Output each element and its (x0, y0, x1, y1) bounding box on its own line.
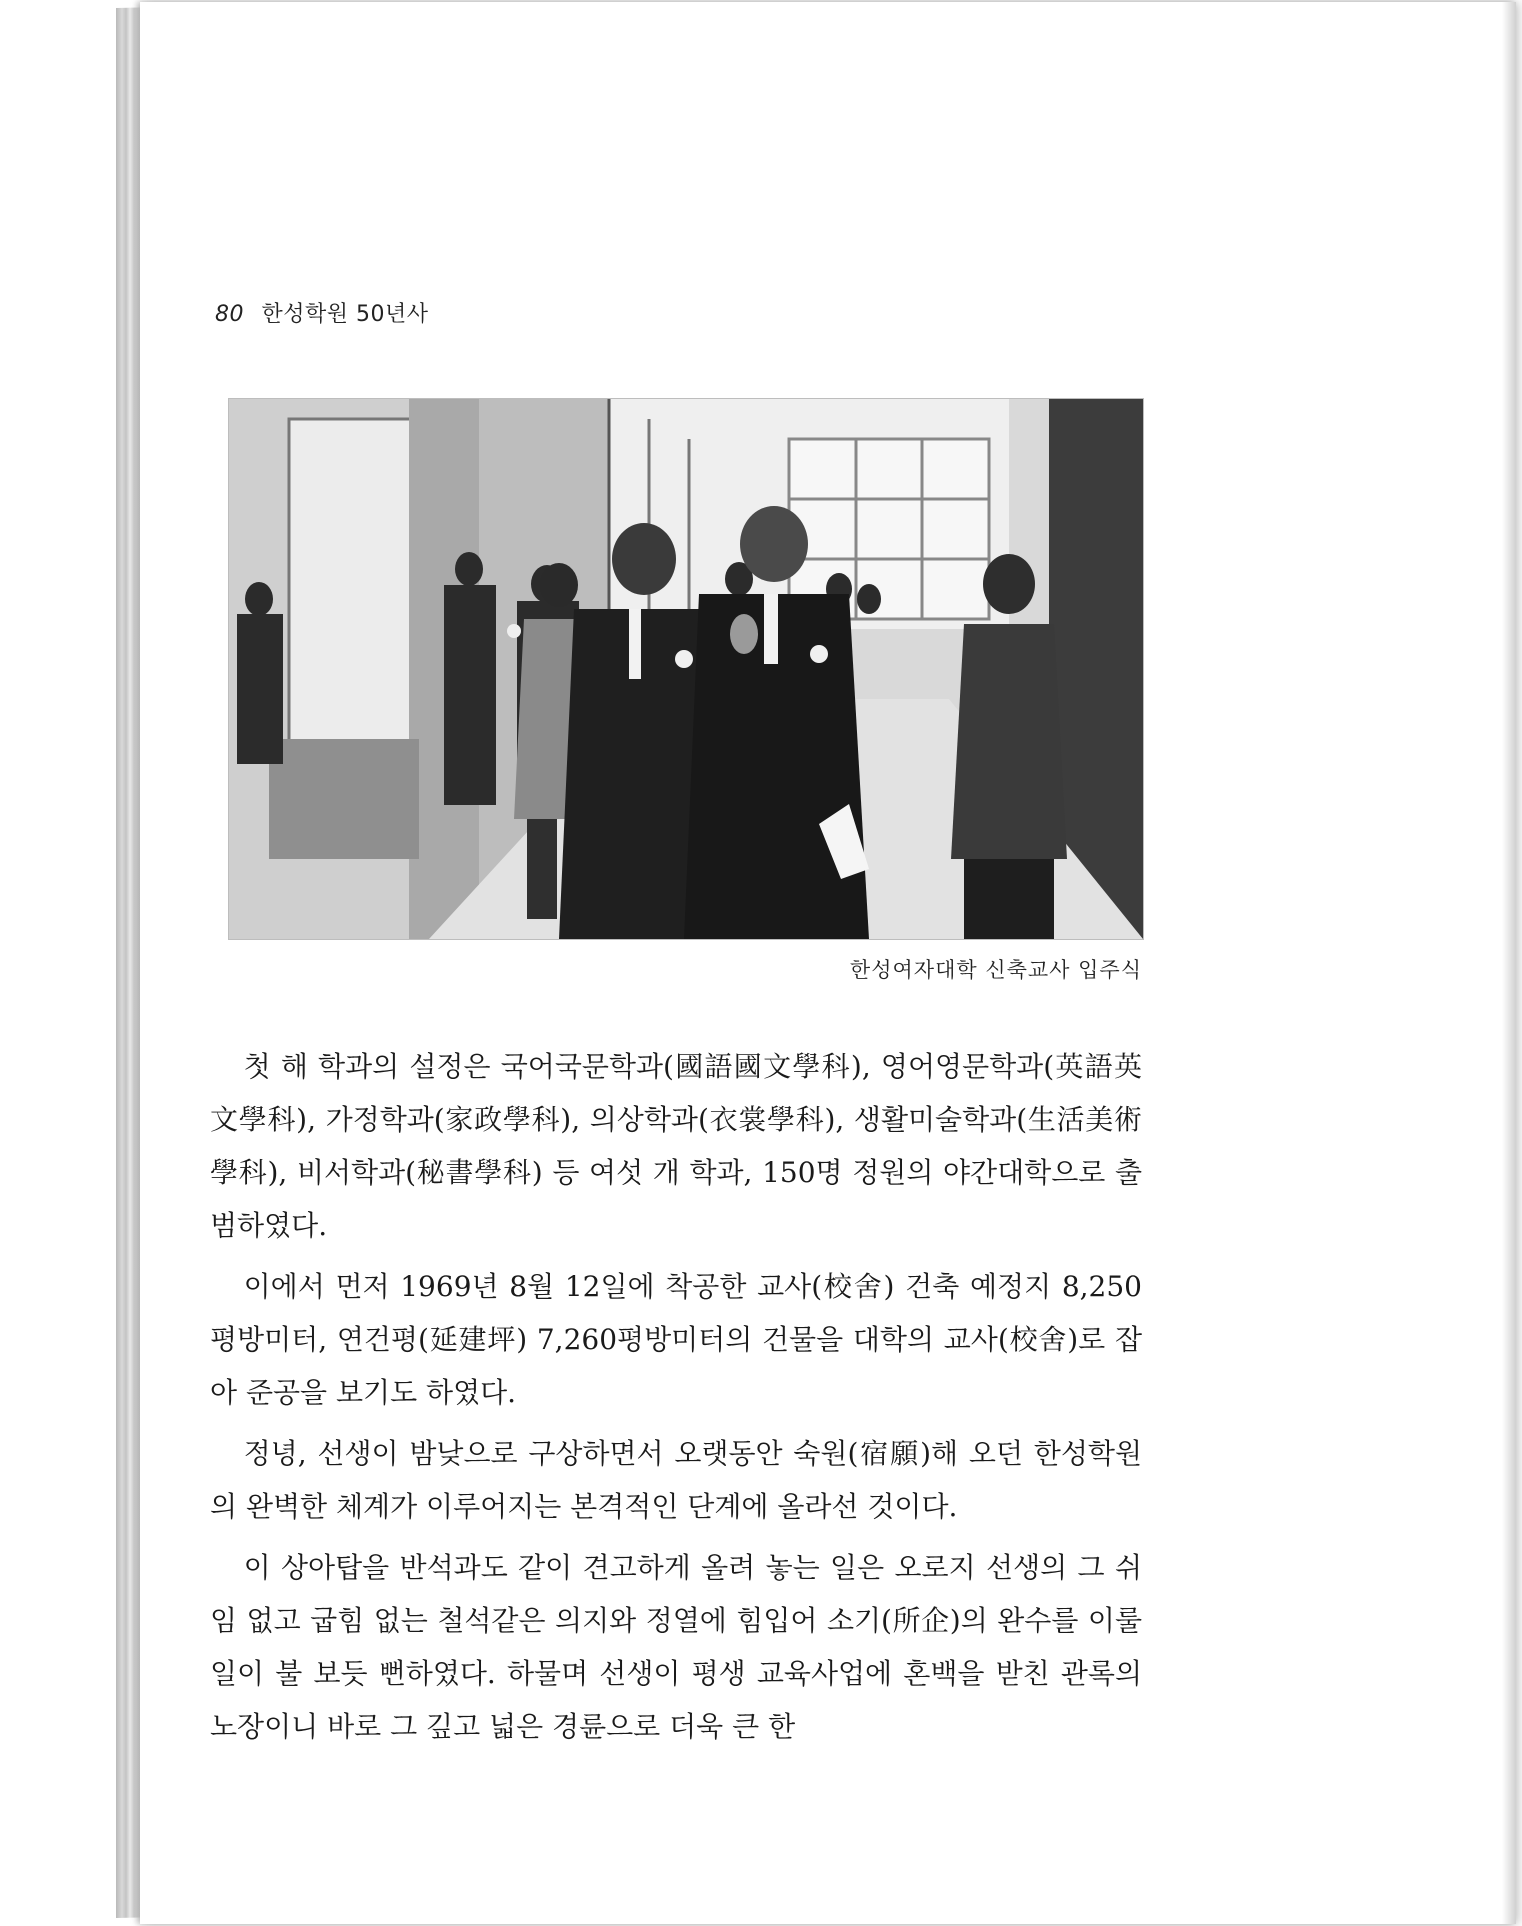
paragraph: 이 상아탑을 반석과도 같이 견고하게 올려 놓는 일은 오로지 선생의 그 쉬임 없고 굽힘 없는 철석같은 의지와 정열에 힘입어 소기(所企)의 완수를 이룰 일이 불 보듯 뻔하였다. 하물며 선생이 평생 교육사업에 혼백을 받친 관록의 노장이니 바로 그 깊고 넓은 경륜으로 더욱 큰 한 (210, 1551, 1142, 1743)
paragraph: 첫 해 학과의 설정은 국어국문학과(國語國文學科), 영어영문학과(英語英文學科), 가정학과(家政學科), 의상학과(衣裳學科), 생활미술학과(生活美術學科), 비서학과(秘書學科) 등 여섯 개 학과, 150명 정원의 야간대학으로 출범하였다. (210, 1050, 1142, 1242)
book-title: 한성학원 50년사 (261, 302, 429, 327)
page-shadow (1502, 2, 1516, 1924)
paragraph: 이에서 먼저 1969년 8월 12일에 착공한 교사(校舍) 건축 예정지 8,250평방미터, 연건평(延建坪) 7,260평방미터의 건물을 대학의 교사(校舍)로 잡아 준공을 보기도 하였다. (210, 1270, 1142, 1409)
photo-caption: 한성여자대학 신축교사 입주식 (849, 958, 1142, 982)
running-head (215, 297, 429, 328)
photo-illustration (229, 399, 1143, 939)
paragraph: 정녕, 선생이 밤낮으로 구상하면서 오랫동안 숙원(宿願)해 오던 한성학원의 완벽한 체계가 이루어지는 본격적인 단계에 올라선 것이다. (210, 1437, 1142, 1523)
ceremony-photo (228, 398, 1144, 940)
page-number: 80 (215, 302, 244, 327)
body-text (210, 1040, 1142, 1761)
